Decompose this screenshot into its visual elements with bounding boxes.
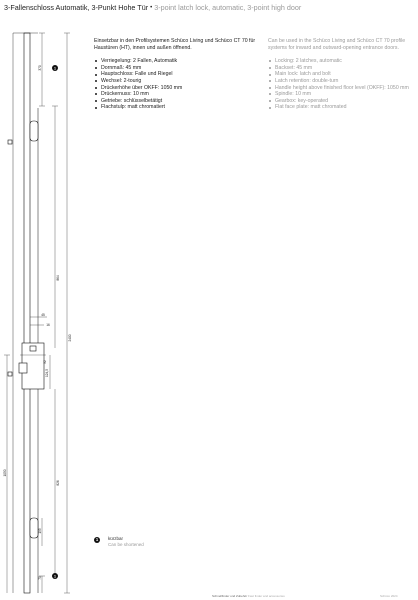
dim-overall: 2400 bbox=[68, 334, 72, 342]
note-de: kürzbar bbox=[108, 536, 124, 541]
feature-item: Gearbox: key-operated bbox=[268, 98, 413, 105]
faceplate-outline bbox=[24, 33, 30, 593]
feature-item: Locking: 2 latches, automatic bbox=[268, 58, 413, 65]
dim-faceplate: 16 bbox=[46, 323, 50, 327]
dim-middle-span: 826 bbox=[56, 480, 60, 486]
title-separator: • bbox=[150, 5, 153, 11]
footer-en: Fast finder and accessories bbox=[248, 594, 285, 598]
description-de bbox=[94, 38, 256, 111]
description-en bbox=[268, 38, 413, 111]
dim-top-segment: 370 bbox=[38, 65, 42, 71]
dim-handle-height: 1050 bbox=[3, 469, 7, 477]
lower-latch bbox=[30, 518, 38, 538]
feature-item: Verriegelung: 2 Fallen, Automatik bbox=[94, 58, 256, 65]
feature-item: Getriebe: schlüsselbetätigt bbox=[94, 98, 256, 105]
strike-keep bbox=[8, 372, 12, 376]
feature-item: Main lock: latch and bolt bbox=[268, 71, 413, 78]
feature-item: Dornmaß: 45 mm bbox=[94, 65, 256, 72]
dim-lock-case: 124,5 bbox=[45, 369, 49, 377]
feature-item: Spindle: 10 mm bbox=[268, 91, 413, 98]
callout-marker-lower bbox=[52, 573, 58, 579]
feature-item: Latch retention: double-turn bbox=[268, 78, 413, 85]
dim-upper-span: 864 bbox=[56, 275, 60, 281]
dim-handle-to-cylinder: 92 bbox=[43, 360, 47, 364]
feature-item: Drückernuss: 10 mm bbox=[94, 91, 256, 98]
feature-list-en bbox=[268, 58, 413, 111]
note-marker: 1 bbox=[95, 537, 99, 542]
latch-tongue bbox=[30, 346, 36, 351]
title-en: 3-point latch lock, automatic, 3-point high door bbox=[154, 3, 302, 12]
feature-item: Drückerhöhe über OKFF: 1050 mm bbox=[94, 85, 256, 92]
note-en: Can be shortened bbox=[108, 542, 144, 547]
intro-de: Einsetzbar in den Profilsystemen Schüco Living und Schüco CT 70 für Haustüren (HT), innen und außen öffnend. bbox=[94, 38, 256, 51]
title-de: 3-Fallenschloss Automatik, 3-Punkt Hohe Tür bbox=[4, 3, 149, 12]
strike-keep bbox=[8, 140, 12, 144]
svg-text:1: 1 bbox=[54, 574, 56, 579]
feature-item: Flachstulp: matt chromatiert bbox=[94, 104, 256, 111]
feature-item: Wechsel: 2-tourig bbox=[94, 78, 256, 85]
upper-latch bbox=[30, 121, 38, 141]
page-footer bbox=[212, 594, 398, 598]
footer-de: Schnellfinder und Zubehör bbox=[212, 594, 248, 598]
lock-technical-drawing bbox=[0, 28, 92, 598]
cylinder-housing bbox=[19, 363, 27, 373]
feature-item: Backset: 45 mm bbox=[268, 65, 413, 72]
footer-page: Schüco 2024 bbox=[380, 594, 398, 598]
intro-en: Can be used in the Schüco Living and Schüco CT 70 profile systems for inward and outward-opening entrance doors. bbox=[268, 38, 406, 51]
feature-item: Hauptschloss: Falle und Riegel bbox=[94, 71, 256, 78]
svg-text:1: 1 bbox=[54, 66, 56, 71]
callout-marker-upper bbox=[52, 65, 58, 71]
page-title bbox=[4, 3, 301, 12]
feature-list-de bbox=[94, 58, 256, 111]
dim-backset: 45 bbox=[41, 313, 45, 317]
feature-item: Flat face plate: matt chromated bbox=[268, 104, 413, 111]
dim-lower-segment: 195 bbox=[38, 528, 42, 534]
dim-bottom-segment: 70 bbox=[38, 576, 42, 580]
feature-item: Handle height above finished floor level (OKFF): 1050 mm bbox=[268, 85, 413, 92]
